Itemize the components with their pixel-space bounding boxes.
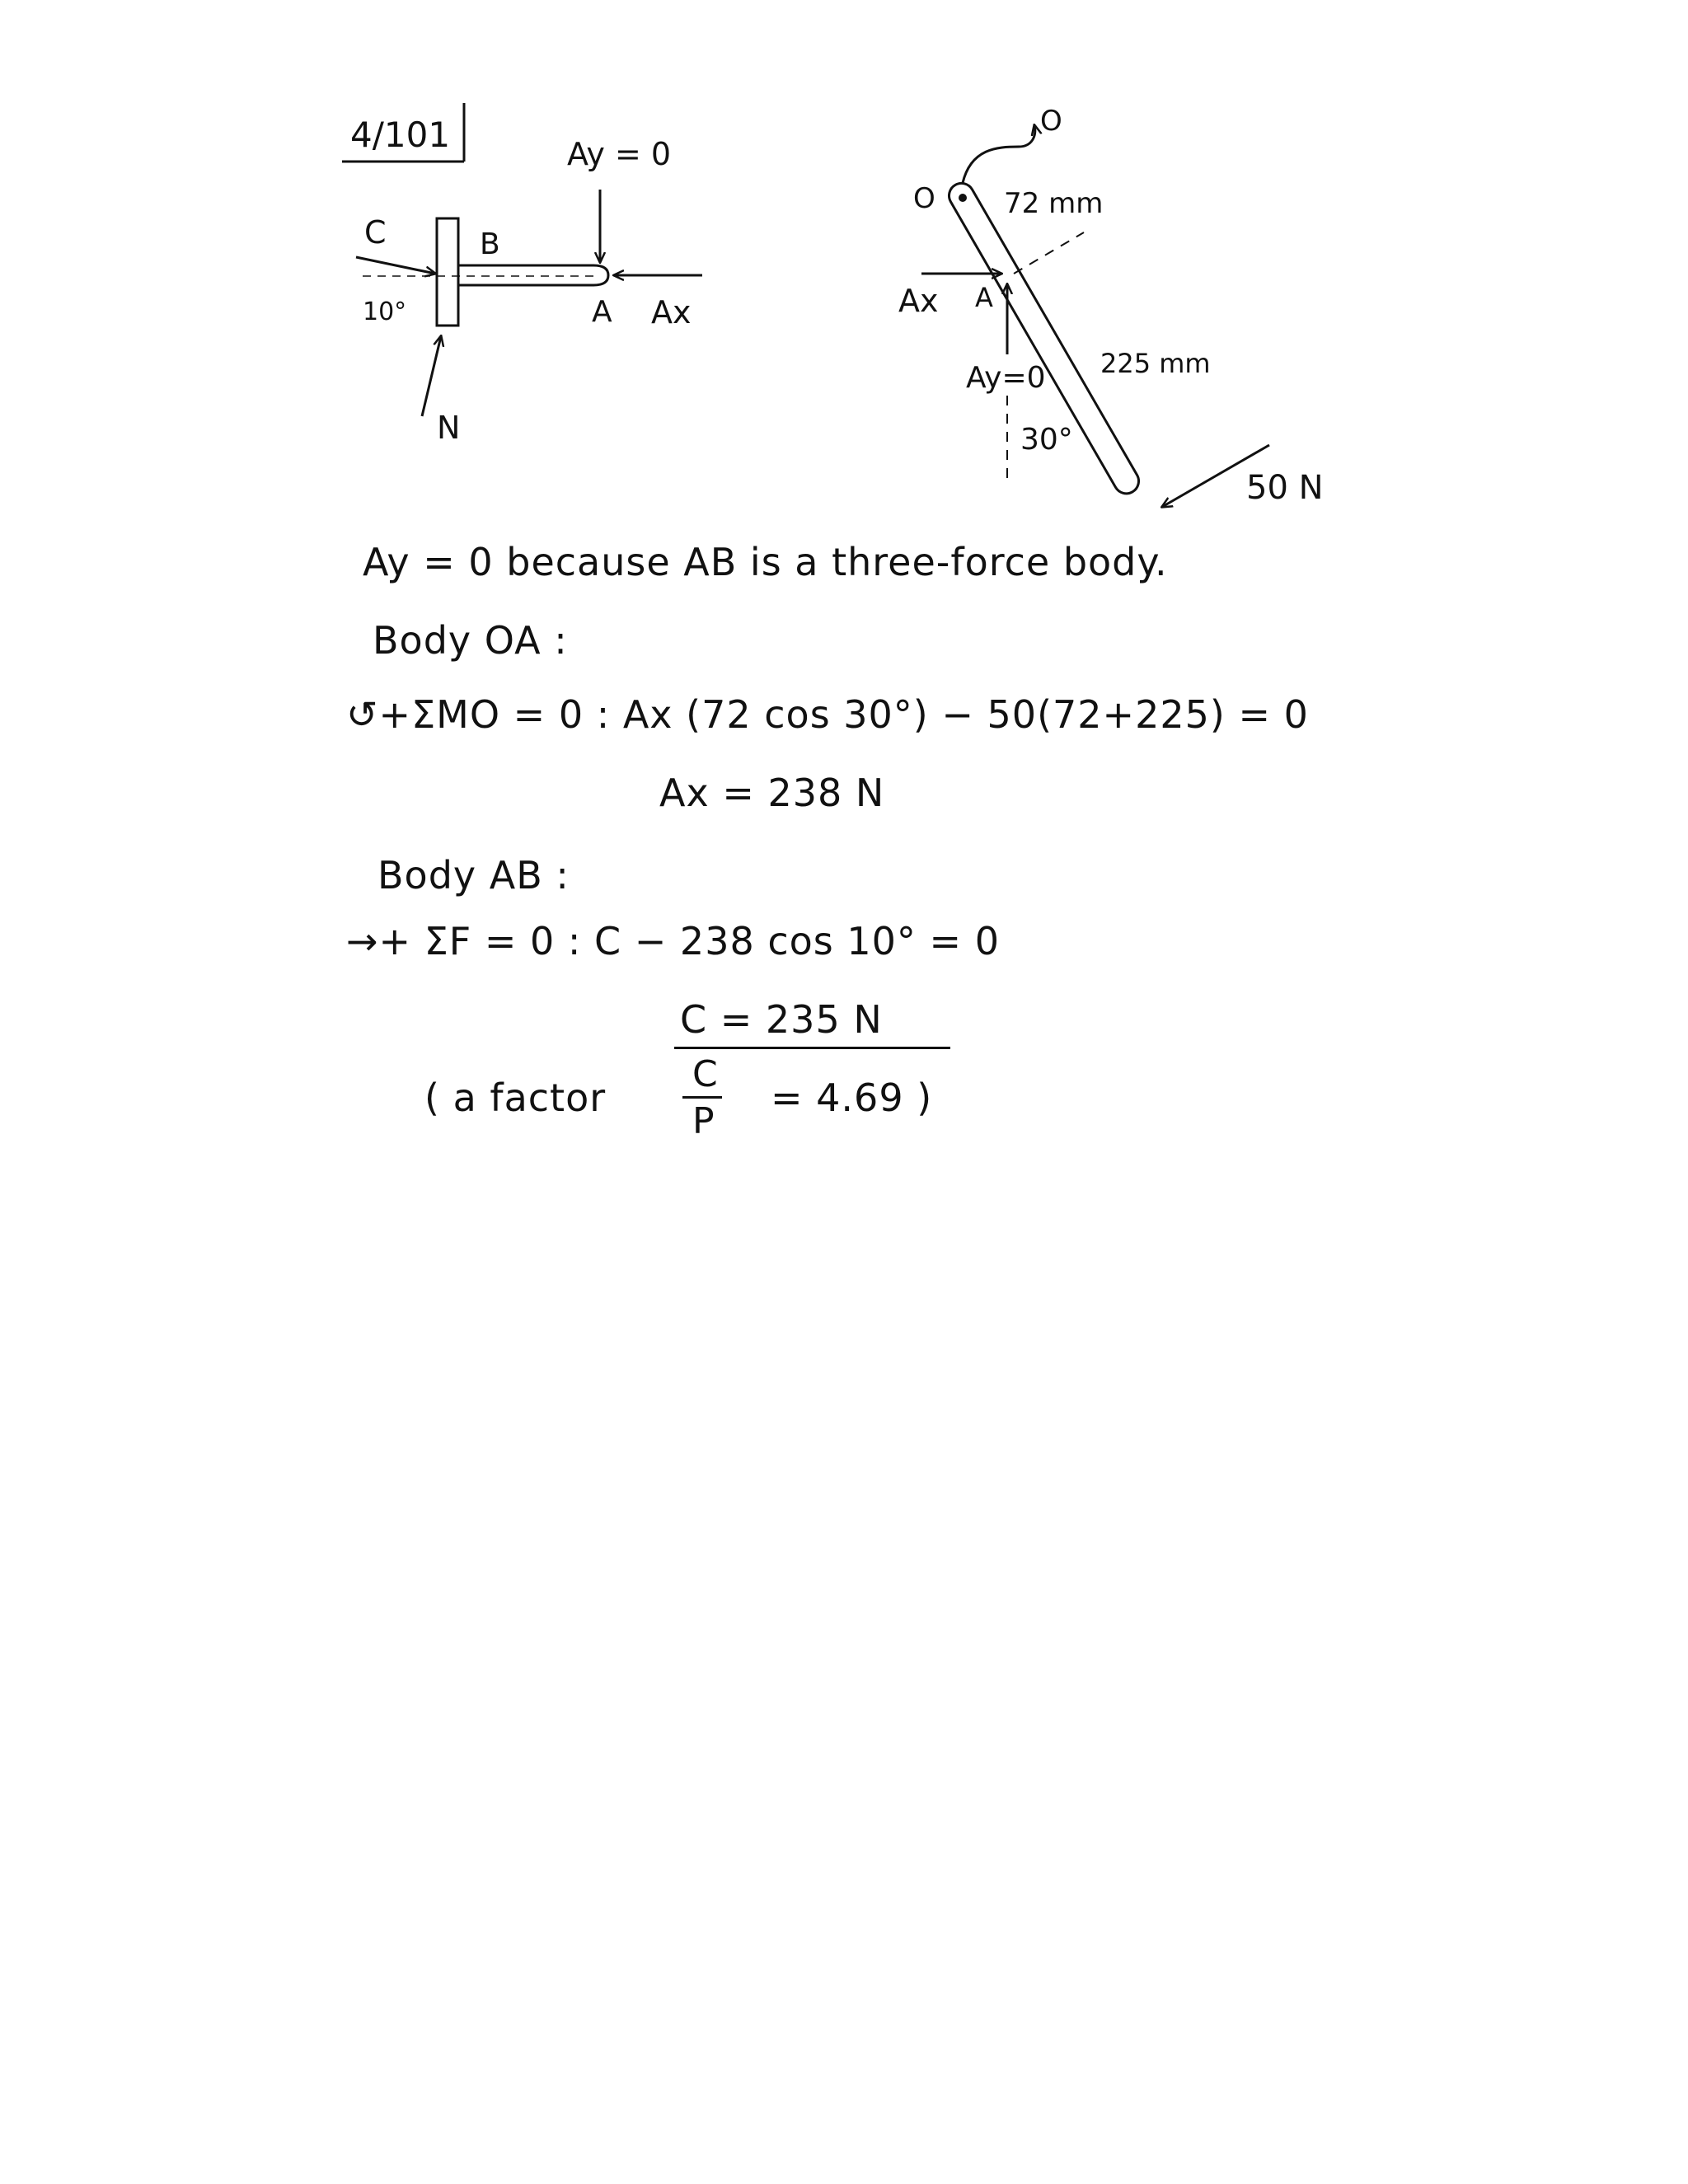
force-n-arrow (422, 336, 441, 416)
label-o-top: O (1040, 105, 1062, 138)
c-result: C = 235 N (680, 997, 883, 1042)
label-50n: 50 N (1246, 469, 1324, 507)
problem-number-box (342, 103, 464, 162)
free-body-diagrams (0, 0, 1688, 577)
member-b-vertical (437, 218, 458, 326)
factor-denominator: P (692, 1100, 715, 1142)
force-c-arrow (356, 257, 435, 274)
left-figure (356, 136, 702, 446)
moment-equation: ↺+ΣMO = 0 : Ax (72 cos 30°) − 50(72+225) = 0 (346, 692, 1309, 737)
c-result-underline (674, 1047, 950, 1049)
factor-open: ( a factor (424, 1076, 607, 1120)
label-n: N (437, 410, 461, 446)
member-arm (458, 265, 608, 285)
three-force-statement: Ay = 0 because AB is a three-force body. (363, 540, 1168, 584)
label-225mm: 225 mm (1100, 348, 1211, 379)
factor-numerator: C (692, 1053, 718, 1095)
fraction-bar (682, 1096, 722, 1099)
label-30deg: 30° (1020, 423, 1073, 457)
label-72mm: 72 mm (1004, 187, 1104, 220)
body-ab-heading: Body AB : (377, 853, 570, 898)
label-ay: Ay = 0 (567, 136, 672, 172)
ax-result: Ax = 238 N (659, 771, 885, 815)
force-equation: →+ ΣF = 0 : C − 238 cos 10° = 0 (346, 919, 1000, 963)
label-b: B (480, 227, 500, 261)
problem-number: 4/101 (350, 115, 451, 155)
label-ay-right: Ay=0 (966, 361, 1046, 395)
label-c: C (364, 214, 387, 251)
label-ax-right: Ax (898, 283, 939, 319)
moment-arrow (963, 125, 1035, 183)
label-a: A (592, 295, 612, 329)
label-10deg: 10° (363, 298, 407, 326)
body-oa-heading: Body OA : (373, 618, 568, 663)
label-o: O (913, 182, 935, 215)
right-figure (898, 105, 1324, 507)
label-a-right: A (975, 282, 993, 313)
factor-value: = 4.69 ) (771, 1076, 933, 1120)
label-ax: Ax (651, 294, 692, 330)
